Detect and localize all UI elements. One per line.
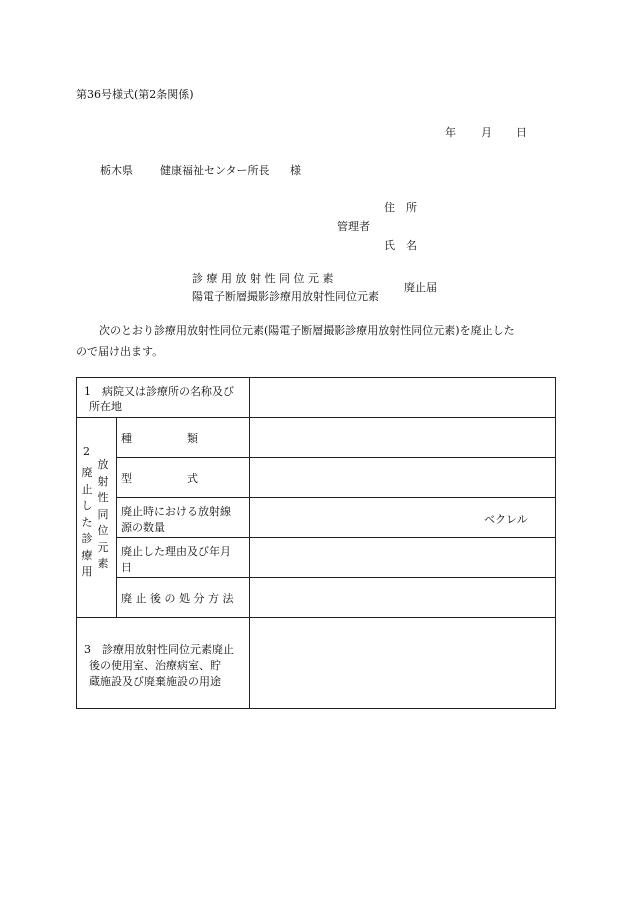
item-model-label: 型 式 bbox=[121, 472, 198, 485]
form-number: 第36号様式(第2条関係) bbox=[76, 88, 194, 101]
manager-label: 管理者 bbox=[337, 220, 370, 233]
item-reason-line-2: 日 bbox=[121, 561, 132, 574]
address-label: 住 所 bbox=[384, 201, 417, 214]
quantity-unit: ベクレル bbox=[484, 513, 528, 526]
addressee-office: 健康福祉センター所長 bbox=[160, 164, 270, 177]
title-suffix: 廃止届 bbox=[404, 281, 437, 294]
addressee-honorific: 様 bbox=[290, 164, 301, 177]
row1-label-line-1: 1 病院又は診療所の名称及び bbox=[84, 385, 234, 398]
body-text-line-2: ので届け出ます。 bbox=[76, 345, 164, 358]
item-reason-line-1: 廃止した理由及び年月 bbox=[121, 545, 231, 558]
row3-label-line-2: 後の使用室、治療病室、貯 bbox=[89, 659, 221, 672]
row1-label-line-2: 所在地 bbox=[89, 400, 122, 413]
group2-vertical-label-b: 放 射 性 同 位 元 素 bbox=[97, 458, 109, 570]
item-quantity-line-1: 廃止時における放射線 bbox=[121, 505, 231, 518]
item-disposal-label: 廃 止 後 の 処 分 方 法 bbox=[121, 592, 234, 605]
row3-label-line-1: 3 診療用放射性同位元素廃止 bbox=[84, 643, 234, 656]
group2-number: 2 bbox=[83, 445, 90, 458]
date-month-label: 月 bbox=[481, 126, 492, 139]
title-line-2: 陽電子断層撮影診療用放射性同位元素 bbox=[192, 290, 379, 303]
row3-label-line-3: 蔵施設及び廃棄施設の用途 bbox=[89, 675, 221, 688]
title-line-1: 診 療 用 放 射 性 同 位 元 素 bbox=[192, 272, 334, 285]
addressee-prefecture: 栃木県 bbox=[100, 164, 133, 177]
date-day-label: 日 bbox=[516, 126, 527, 139]
body-text-line-1: 次のとおり診療用放射性同位元素(陽電子断層撮影診療用放射性同位元素)を廃止した bbox=[99, 324, 515, 337]
group2-vertical-label-a: 廃 止 し た 診 療 用 bbox=[81, 466, 93, 578]
item-quantity-line-2: 源の数量 bbox=[121, 521, 165, 534]
name-label: 氏 名 bbox=[384, 239, 417, 252]
date-year-label: 年 bbox=[445, 126, 456, 139]
item-type-label: 種 類 bbox=[121, 432, 198, 445]
